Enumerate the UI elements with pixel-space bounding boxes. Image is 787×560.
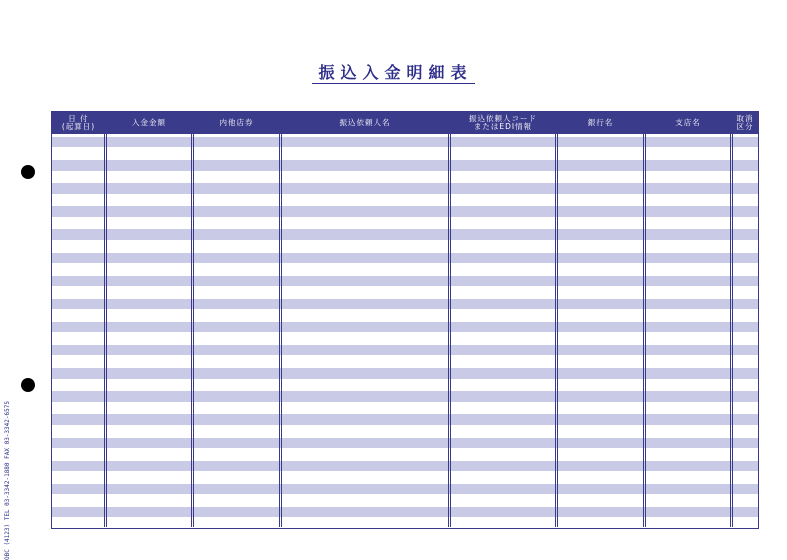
table-row [52,484,758,494]
table-row [52,206,758,216]
table-row [52,160,758,170]
header-remitter-code-line2: またはEDI情報 [473,122,533,131]
table-row [52,229,758,239]
header-other-bank-checks [193,112,280,134]
header-branch-name-line1: 支店名 [675,117,701,127]
table-row [52,438,758,448]
table-row [52,276,758,286]
column-divider [279,134,282,527]
table-row [52,414,758,424]
header-date-line2: (起算日) [61,122,96,131]
column-divider [448,134,451,527]
table-row [52,461,758,471]
document-title [0,60,787,83]
table-header [52,112,758,134]
table-row [52,253,758,263]
table-row [52,322,758,332]
table-row [52,183,758,193]
table-row [52,137,758,147]
statement-table [51,111,759,529]
table-row [52,507,758,517]
publisher-contact-text: OBC (4123) TEL 03-3342-1880 FAX 03-3342-6575 [4,401,11,560]
column-divider [191,134,194,527]
header-remitter-code-line1: 振込依頼人コード [469,113,537,123]
column-divider [730,134,733,527]
column-divider [555,134,558,527]
header-remitter-code [450,112,556,134]
table-row [52,391,758,401]
header-date-line1: 日 付 [68,113,89,123]
header-date [52,112,105,134]
header-bank-name [557,112,644,134]
header-other-bank-checks-line1: 内他店券 [219,117,254,127]
header-cancel-type-line2: 区分 [736,122,754,131]
header-amount [106,112,192,134]
table-row [52,368,758,378]
header-branch-name [645,112,731,134]
header-amount-line1: 入金金額 [132,117,166,127]
table-row [52,345,758,355]
header-remitter-name [281,112,449,134]
title-text: 振込入金明細表 [312,63,474,84]
table-body [52,134,758,527]
table-row [52,299,758,309]
column-divider [643,134,646,527]
punch-hole-top [21,165,35,179]
header-cancel-type [732,112,758,134]
header-bank-name-line1: 銀行名 [587,117,614,127]
column-divider [104,134,107,527]
header-remitter-name-line1: 振込依頼人名 [339,117,391,127]
punch-hole-bottom [21,378,35,392]
header-cancel-type-line1: 取消 [736,113,754,123]
